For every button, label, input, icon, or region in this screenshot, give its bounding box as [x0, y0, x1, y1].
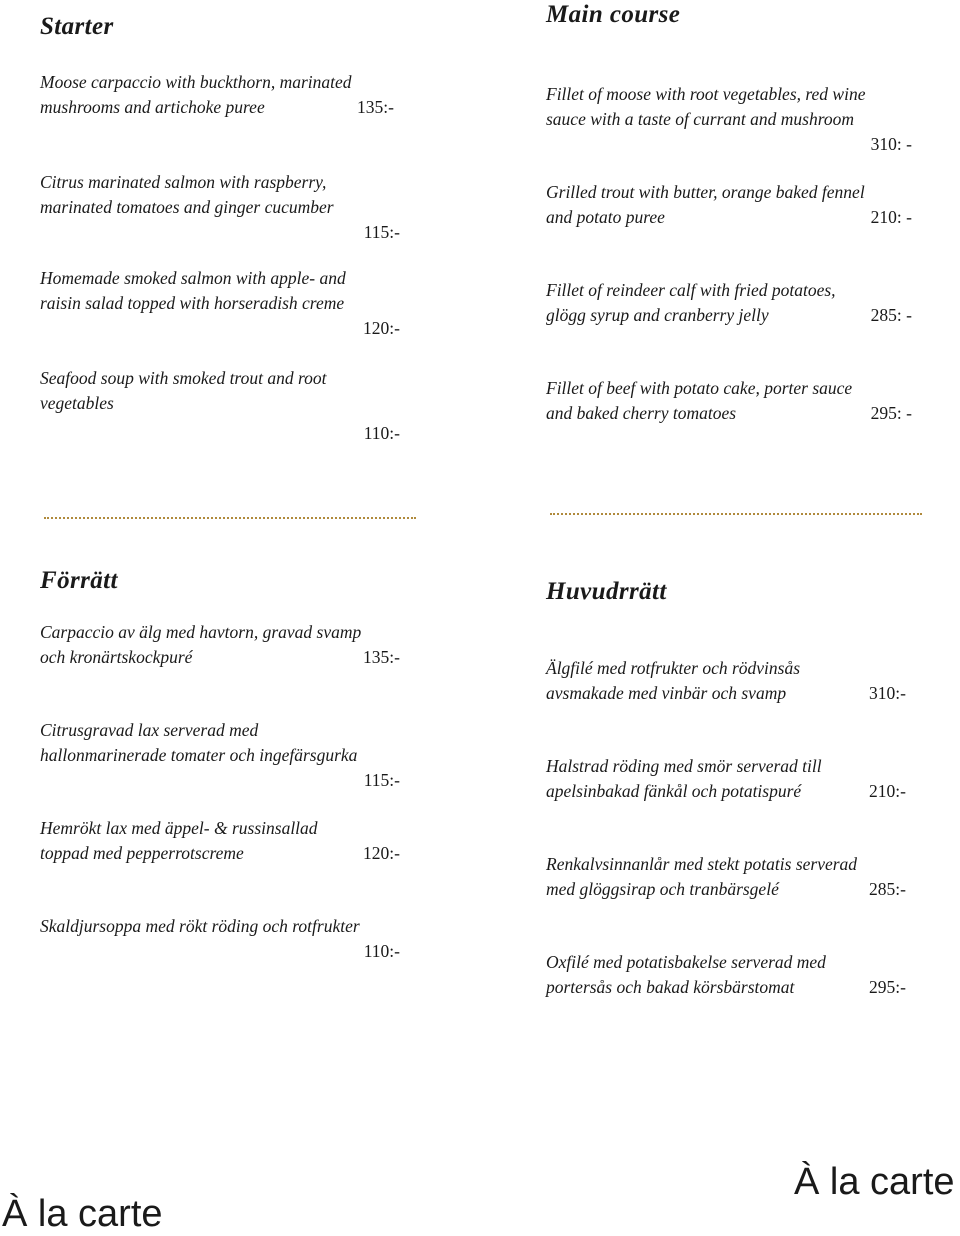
menu-item — [40, 718, 400, 793]
dish-price: 210: - — [870, 207, 912, 227]
dish-price: 135:- — [363, 647, 400, 667]
forratt-heading: Förrätt — [40, 567, 118, 594]
divider-right — [550, 513, 922, 515]
menu-item — [546, 754, 906, 804]
dish-description: Fillet of reindeer calf with fried potatoes, — [546, 280, 836, 300]
dish-price: 120:- — [363, 843, 400, 863]
huvudratt-heading: Huvudrrätt — [546, 578, 667, 605]
menu-item — [40, 70, 400, 120]
dish-price: 110:- — [363, 423, 400, 443]
dish-description: Hemrökt lax med äppel- & russinsallad — [40, 818, 318, 838]
dish-description: marinated tomatoes and ginger cucumber — [40, 197, 334, 217]
dish-description: toppad med pepperrotscreme — [40, 843, 244, 863]
menu-item — [40, 366, 400, 446]
main-course-heading: Main course — [546, 1, 681, 28]
dish-description: sauce with a taste of currant and mushroom — [546, 109, 855, 129]
dish-description: portersås och bakad körsbärstomat — [546, 977, 795, 997]
starter-section — [40, 12, 400, 42]
dish-description: Älgfilé med rotfrukter och rödvinsås — [546, 658, 801, 678]
dish-description: Citrus marinated salmon with raspberry, — [40, 172, 327, 192]
dish-description: apelsinbakad fänkål och potatispuré — [546, 781, 802, 801]
dish-description: Halstrad röding med smör serverad till — [546, 756, 822, 776]
dish-price: 285: - — [870, 305, 912, 325]
dish-description: mushrooms and artichoke puree — [40, 97, 265, 117]
menu-item — [546, 376, 912, 426]
footer-title-right: À la carte — [794, 1161, 955, 1203]
menu-item — [546, 852, 906, 902]
dish-description: Oxfilé med potatisbakelse serverad med — [546, 952, 826, 972]
dish-price: 310:- — [869, 683, 906, 703]
dish-price: 295: - — [870, 403, 912, 423]
dish-description: Grilled trout with butter, orange baked fennel — [546, 182, 865, 202]
dish-description: hallonmarinerade tomater och ingefärsgurka — [40, 745, 358, 765]
dish-description: Homemade smoked salmon with apple- and — [40, 268, 346, 288]
dish-price: 210:- — [869, 781, 906, 801]
dish-price: 120:- — [363, 318, 400, 338]
dish-description: Fillet of beef with potato cake, porter sauce — [546, 378, 853, 398]
menu-item — [40, 620, 400, 670]
menu-item — [40, 816, 400, 866]
menu-item — [40, 266, 400, 341]
menu-item — [546, 950, 906, 1000]
dish-description: vegetables — [40, 393, 114, 413]
menu-item — [546, 82, 912, 157]
dish-price: 115:- — [363, 770, 400, 790]
dish-description: Fillet of moose with root vegetables, red wine — [546, 84, 866, 104]
dish-description: Skaldjursoppa med rökt röding och rotfrukter — [40, 916, 360, 936]
dish-description: glögg syrup and cranberry jelly — [546, 305, 769, 325]
forratt-section — [40, 566, 400, 596]
dish-price: 285:- — [869, 879, 906, 899]
dish-description: och kronärtskockpuré — [40, 647, 193, 667]
menu-item — [546, 180, 912, 230]
dish-price: 295:- — [869, 977, 906, 997]
dish-price: 110:- — [363, 941, 400, 961]
dish-description: Carpaccio av älg med havtorn, gravad svamp — [40, 622, 362, 642]
menu-item — [40, 170, 400, 245]
starter-heading: Starter — [40, 13, 114, 40]
dish-description: Renkalvsinnanlår med stekt potatis serverad — [546, 854, 858, 874]
dish-description: avsmakade med vinbär och svamp — [546, 683, 787, 703]
menu-item — [546, 656, 906, 706]
dish-description: Moose carpaccio with buckthorn, marinated — [40, 72, 352, 92]
huvudratt-section — [546, 577, 906, 607]
dish-description: and baked cherry tomatoes — [546, 403, 737, 423]
dish-price: 115:- — [363, 222, 400, 242]
dish-price: 135:- — [357, 97, 394, 117]
dish-description: and potato puree — [546, 207, 665, 227]
menu-item — [546, 278, 912, 328]
menu-item — [40, 914, 400, 964]
footer-title-left: À la carte — [2, 1193, 163, 1235]
dish-description: Seafood soup with smoked trout and root — [40, 368, 327, 388]
dish-description: Citrusgravad lax serverad med — [40, 720, 259, 740]
dish-price: 310: - — [870, 134, 912, 154]
divider-left — [44, 517, 416, 519]
main-course-section — [546, 0, 918, 30]
dish-description: raisin salad topped with horseradish creme — [40, 293, 345, 313]
dish-description: med glöggsirap och tranbärsgelé — [546, 879, 779, 899]
